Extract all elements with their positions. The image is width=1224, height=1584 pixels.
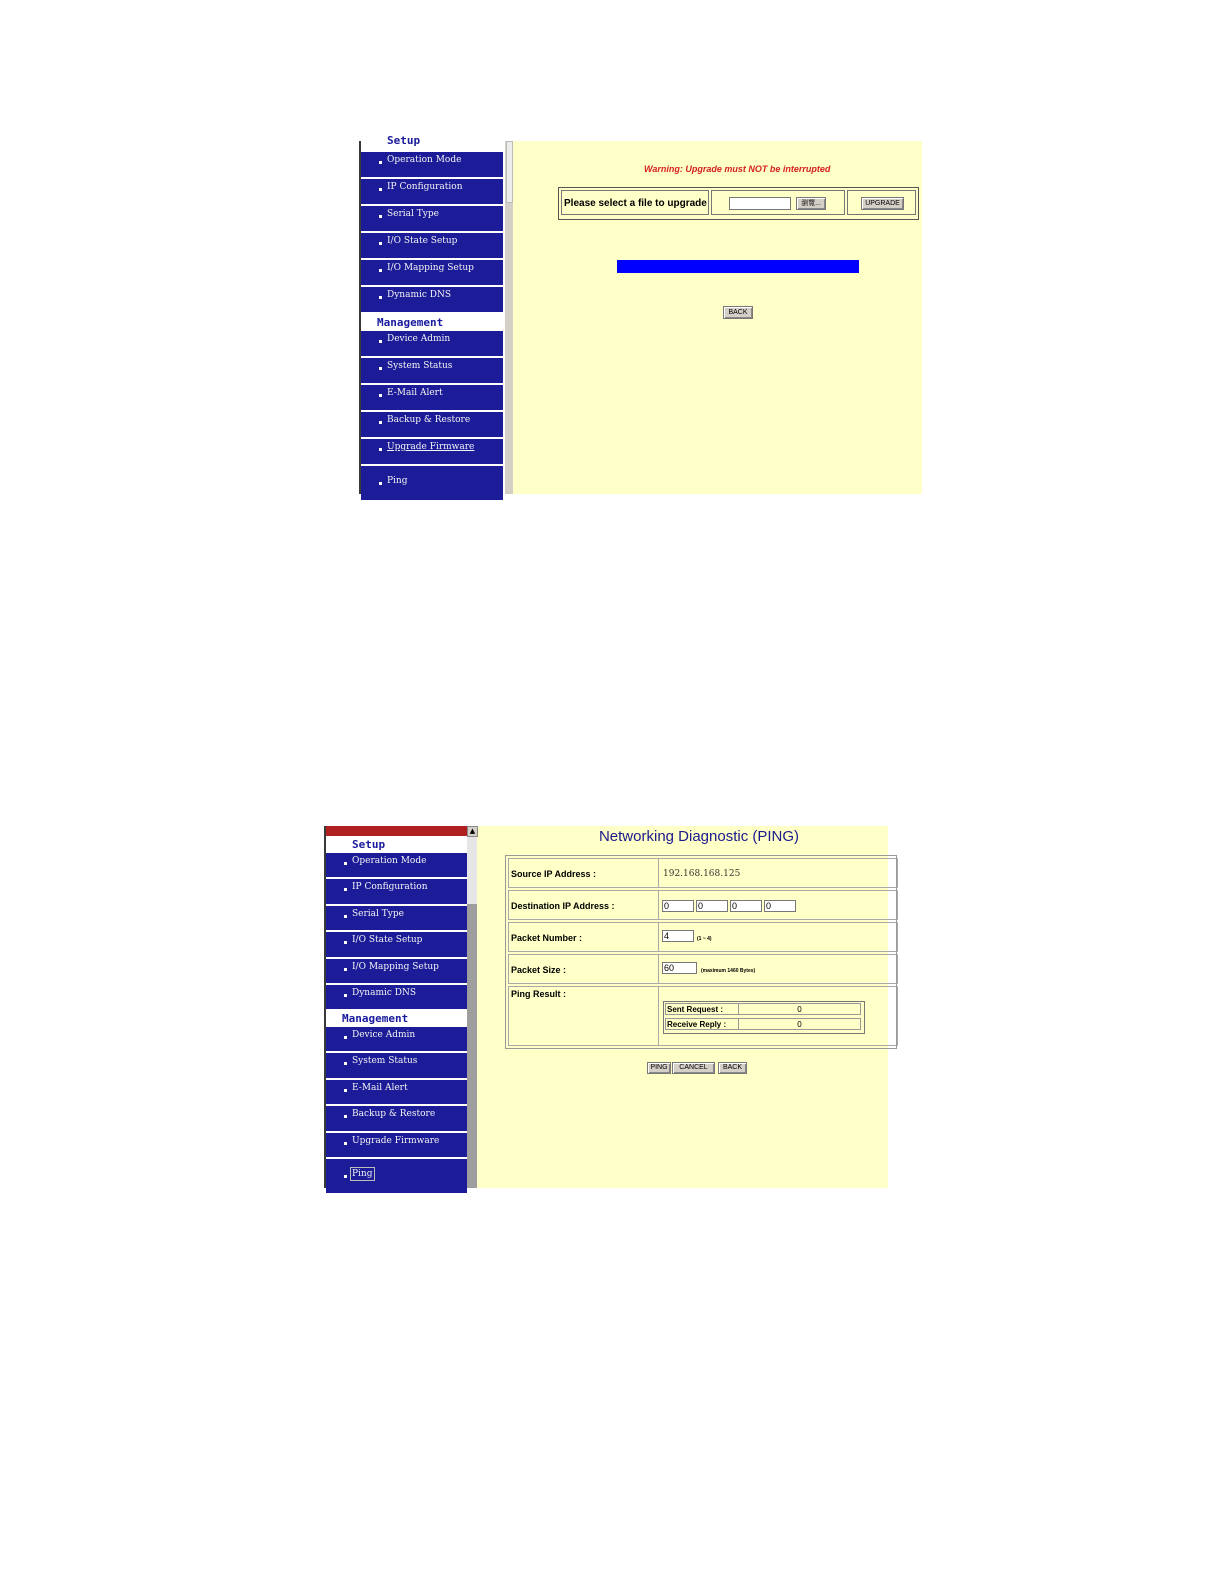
management-nav xyxy=(361,331,503,502)
packet-size-field xyxy=(661,955,897,983)
cancel-button[interactable]: CANCEL xyxy=(672,1062,715,1074)
page-title: Networking Diagnostic (PING) xyxy=(598,828,800,845)
back-button[interactable]: BACK xyxy=(718,1062,747,1074)
upgrade-cell xyxy=(847,190,916,215)
packet-size-row xyxy=(508,954,898,984)
ping-result-label: Ping Result : xyxy=(509,987,659,1045)
ping-result-area xyxy=(661,987,897,1045)
upgrade-warning: Warning: Upgrade must NOT be interrupted xyxy=(644,164,831,174)
bullet-icon xyxy=(344,1089,347,1092)
upgrade-progress-bar xyxy=(617,260,859,273)
packet-size-label: Packet Size : xyxy=(509,955,659,983)
sidebar-scrollbar[interactable] xyxy=(467,826,477,1188)
sidebar-item-device-admin[interactable]: Device Admin xyxy=(361,331,503,358)
sidebar xyxy=(359,134,505,494)
sent-request-label: Sent Request : xyxy=(667,1005,724,1014)
sidebar-item-io-state-setup[interactable]: I/O State Setup xyxy=(326,932,467,958)
bullet-icon xyxy=(379,394,382,397)
sidebar-top-bar xyxy=(326,826,467,836)
receive-reply-value: 0 xyxy=(797,1020,802,1029)
bullet-icon xyxy=(344,994,347,997)
packet-number-hint: (1 ~ 4) xyxy=(697,936,712,942)
dest-ip-fields xyxy=(661,891,897,919)
scroll-up-arrow-icon[interactable]: ▲ xyxy=(467,826,478,837)
select-file-label: Please select a file to upgrade xyxy=(561,190,709,215)
scrollbar-thumb[interactable] xyxy=(467,904,477,1188)
sent-request-row xyxy=(665,1003,861,1015)
bullet-icon xyxy=(379,367,382,370)
sidebar-item-upgrade-firmware[interactable]: Upgrade Firmware xyxy=(361,439,503,466)
source-ip-row xyxy=(508,858,898,888)
file-cell xyxy=(711,190,845,215)
scrollbar-thumb[interactable] xyxy=(506,141,513,203)
ping-result-row xyxy=(508,986,898,1046)
packet-number-field xyxy=(661,923,897,951)
packet-size-input[interactable]: 60 xyxy=(662,962,697,974)
sent-request-value: 0 xyxy=(797,1005,802,1014)
sidebar-item-ping[interactable]: Ping xyxy=(361,466,503,502)
sidebar-item-dynamic-dns[interactable]: Dynamic DNS xyxy=(361,287,503,314)
sidebar-item-dynamic-dns[interactable]: Dynamic DNS xyxy=(326,985,467,1011)
sidebar-item-upgrade-firmware[interactable]: Upgrade Firmware xyxy=(326,1133,467,1159)
sidebar xyxy=(324,826,469,1188)
sidebar-item-operation-mode[interactable]: Operation Mode xyxy=(361,152,503,179)
dest-ip-row xyxy=(508,890,898,920)
bullet-icon xyxy=(344,968,347,971)
sidebar-item-io-mapping-setup[interactable]: I/O Mapping Setup xyxy=(326,959,467,985)
ping-screenshot xyxy=(324,826,888,1188)
bullet-icon xyxy=(379,242,382,245)
dest-ip-octet-4[interactable]: 0 xyxy=(764,900,796,912)
bullet-icon xyxy=(379,269,382,272)
packet-number-label: Packet Number : xyxy=(509,923,659,951)
bullet-icon xyxy=(344,888,347,891)
bullet-icon xyxy=(379,421,382,424)
sidebar-section-management: Management xyxy=(361,315,503,331)
bullet-icon xyxy=(344,1062,347,1065)
dest-ip-octet-3[interactable]: 0 xyxy=(730,900,762,912)
ping-form xyxy=(505,855,897,1049)
management-nav xyxy=(326,1027,467,1195)
ping-result-table xyxy=(663,1001,865,1034)
receive-reply-row xyxy=(665,1018,861,1030)
sidebar-item-io-state-setup[interactable]: I/O State Setup xyxy=(361,233,503,260)
sidebar-item-backup-restore[interactable]: Backup & Restore xyxy=(326,1106,467,1132)
bullet-icon xyxy=(379,188,382,191)
bullet-icon xyxy=(379,215,382,218)
source-ip-label: Source IP Address : xyxy=(509,859,659,887)
bullet-icon xyxy=(379,482,382,485)
back-button[interactable]: BACK xyxy=(723,306,753,319)
bullet-icon xyxy=(344,1142,347,1145)
sidebar-item-io-mapping-setup[interactable]: I/O Mapping Setup xyxy=(361,260,503,287)
setup-nav xyxy=(361,152,503,314)
bullet-icon xyxy=(344,1175,347,1178)
bullet-icon xyxy=(379,448,382,451)
upload-table xyxy=(558,187,919,220)
bullet-icon xyxy=(344,1115,347,1118)
packet-size-hint: (maximum 1460 Bytes) xyxy=(701,968,756,974)
bullet-icon xyxy=(379,161,382,164)
upgrade-firmware-screenshot xyxy=(359,134,922,494)
sidebar-item-system-status[interactable]: System Status xyxy=(326,1053,467,1079)
sidebar-section-setup: Setup xyxy=(361,135,503,147)
sidebar-item-ip-configuration[interactable]: IP Configuration xyxy=(326,879,467,905)
sidebar-item-operation-mode[interactable]: Operation Mode xyxy=(326,853,467,879)
packet-number-row xyxy=(508,922,898,952)
sidebar-section-setup: Setup xyxy=(326,838,467,852)
sidebar-item-serial-type[interactable]: Serial Type xyxy=(361,206,503,233)
packet-number-input[interactable]: 4 xyxy=(662,930,694,942)
source-ip-value: 192.168.168.125 xyxy=(663,869,741,879)
sidebar-scrollbar[interactable] xyxy=(505,141,513,494)
sidebar-item-serial-type[interactable]: Serial Type xyxy=(326,906,467,932)
ping-button[interactable]: PING xyxy=(647,1062,671,1074)
sidebar-item-email-alert[interactable]: E-Mail Alert xyxy=(326,1080,467,1106)
sidebar-item-device-admin[interactable]: Device Admin xyxy=(326,1027,467,1053)
dest-ip-octet-2[interactable]: 0 xyxy=(696,900,728,912)
sidebar-item-backup-restore[interactable]: Backup & Restore xyxy=(361,412,503,439)
sidebar-item-system-status[interactable]: System Status xyxy=(361,358,503,385)
sidebar-section-management: Management xyxy=(326,1011,467,1027)
sidebar-item-email-alert[interactable]: E-Mail Alert xyxy=(361,385,503,412)
dest-ip-octet-1[interactable]: 0 xyxy=(662,900,694,912)
bullet-icon xyxy=(344,1036,347,1039)
bullet-icon xyxy=(379,340,382,343)
bullet-icon xyxy=(344,915,347,918)
sidebar-item-ping[interactable]: Ping xyxy=(326,1159,467,1195)
dest-ip-label: Destination IP Address : xyxy=(509,891,659,919)
bullet-icon xyxy=(379,296,382,299)
bullet-icon xyxy=(344,862,347,865)
upgrade-button[interactable]: UPGRADE xyxy=(861,197,904,210)
bullet-icon xyxy=(344,941,347,944)
browse-button[interactable]: 瀏覽... xyxy=(796,197,826,210)
setup-nav xyxy=(326,853,467,1011)
sidebar-item-ip-configuration[interactable]: IP Configuration xyxy=(361,179,503,206)
receive-reply-label: Receive Reply : xyxy=(667,1020,727,1029)
file-path-input[interactable] xyxy=(729,197,791,210)
